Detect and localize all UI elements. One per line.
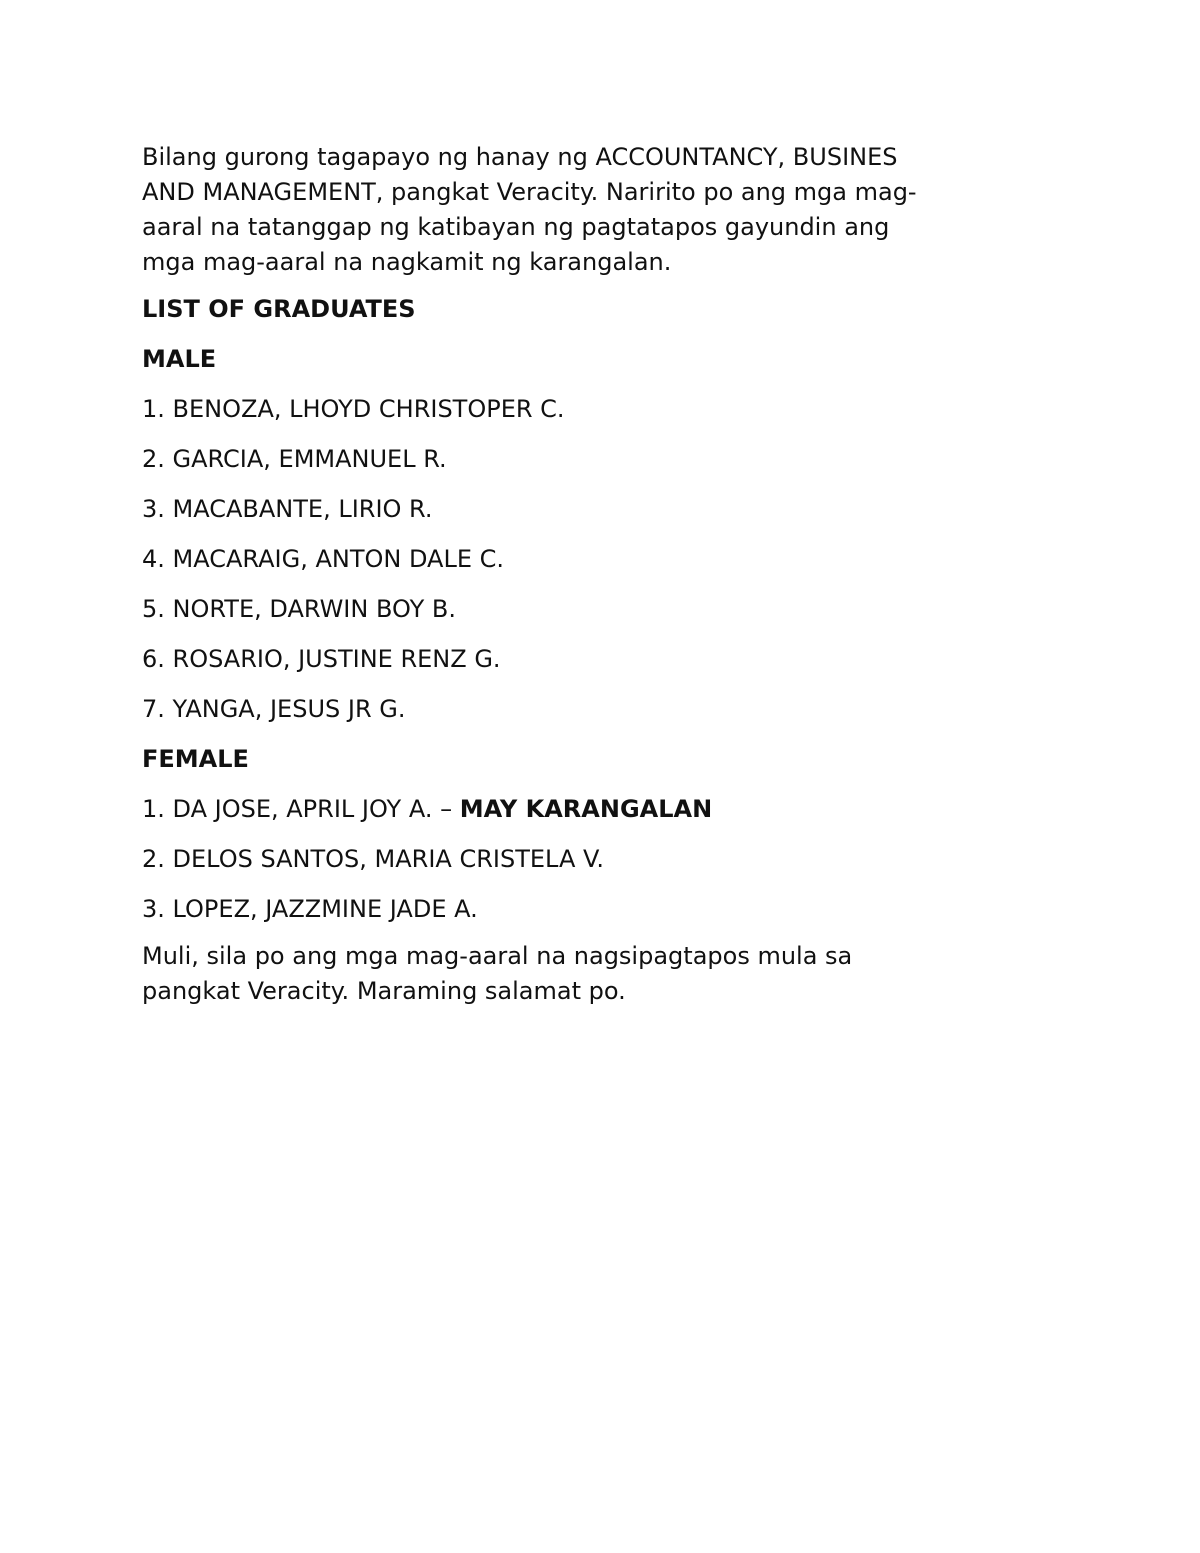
intro-line: mga mag-aaral na nagkamit ng karangalan. — [142, 248, 672, 276]
list-item: 5. NORTE, DARWIN BOY B. — [142, 595, 456, 623]
graduate-name: 3. LOPEZ, JAZZMINE JADE A. — [142, 895, 478, 923]
list-item: 7. YANGA, JESUS JR G. — [142, 695, 406, 723]
intro-line: Bilang gurong tagapayo ng hanay ng ACCOUNTANCY, BUSINES — [142, 143, 898, 171]
list-item: 1. BENOZA, LHOYD CHRISTOPER C. — [142, 395, 565, 423]
closing-line: pangkat Veracity. Maraming salamat po. — [142, 977, 626, 1005]
female-list — [142, 792, 1042, 927]
list-item — [142, 892, 1042, 927]
honor-badge: MAY KARANGALAN — [459, 795, 713, 823]
list-item — [142, 792, 1042, 827]
intro-line: AND MANAGEMENT, pangkat Veracity. Naririto po ang mga mag- — [142, 178, 917, 206]
list-item: 3. MACABANTE, LIRIO R. — [142, 495, 433, 523]
list-title: LIST OF GRADUATES — [142, 295, 416, 323]
list-item: 6. ROSARIO, JUSTINE RENZ G. — [142, 645, 501, 673]
closing-paragraph — [142, 939, 1042, 1009]
intro-paragraph — [142, 140, 1042, 280]
graduate-name: 1. DA JOSE, APRIL JOY A. – — [142, 795, 460, 823]
female-heading: FEMALE — [142, 745, 249, 773]
male-heading: MALE — [142, 345, 217, 373]
document-page — [142, 140, 1042, 1009]
closing-line: Muli, sila po ang mga mag-aaral na nagsipagtapos mula sa — [142, 942, 853, 970]
intro-line: aaral na tatanggap ng katibayan ng pagtatapos gayundin ang — [142, 213, 890, 241]
graduate-name: 2. DELOS SANTOS, MARIA CRISTELA V. — [142, 845, 604, 873]
list-item: 2. GARCIA, EMMANUEL R. — [142, 445, 447, 473]
male-list — [142, 392, 1042, 727]
list-item — [142, 842, 1042, 877]
list-item: 4. MACARAIG, ANTON DALE C. — [142, 545, 504, 573]
